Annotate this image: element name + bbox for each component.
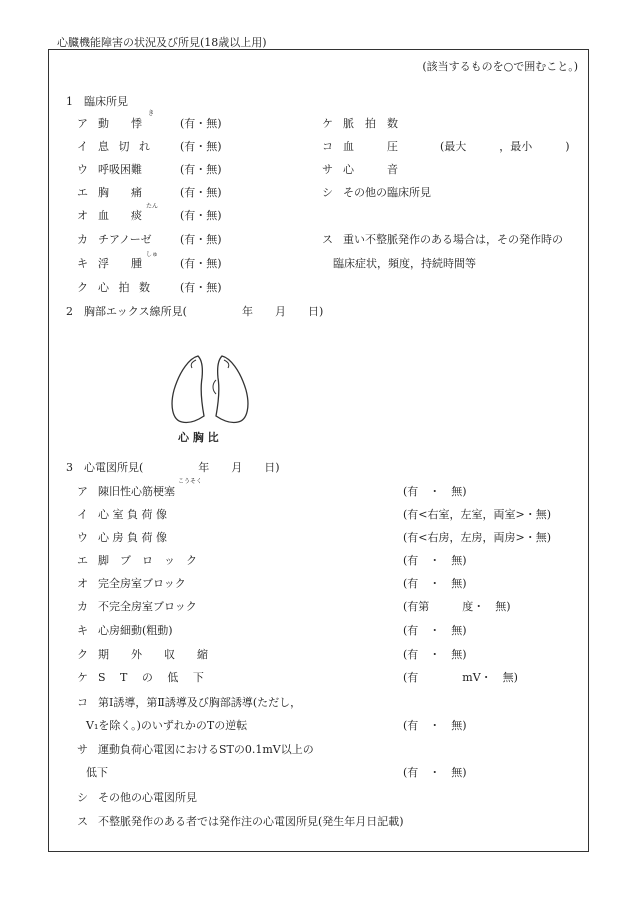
item-label: 心 室 負 荷 像 — [98, 508, 167, 521]
item-label: 不完全房室ブロック — [98, 600, 197, 613]
item-key: コ — [322, 140, 333, 153]
item-key: ケ — [322, 117, 333, 130]
item-label: 心 拍 数 — [98, 281, 153, 294]
choice-yes-no[interactable]: (有 ・ 無) — [403, 577, 467, 590]
item-key: キ — [77, 624, 88, 637]
item-label: その他の臨床所見 — [343, 186, 431, 199]
item-key: シ — [322, 186, 333, 199]
item-label: 血 痰 — [98, 209, 142, 222]
section2-heading: 2 胸部エックス線所見( 年 月 日) — [66, 305, 324, 318]
blood-pressure-field[interactable]: (最大 ，最小 ) — [440, 140, 570, 153]
item-key: オ — [77, 209, 88, 222]
item-key: カ — [77, 600, 88, 613]
choice-yes-no[interactable]: (有・無) — [180, 140, 222, 153]
cardiothoracic-ratio-label: 心 胸 比 — [178, 431, 219, 444]
ruby: こうそく — [178, 478, 203, 485]
item-label: 期 外 収 縮 — [98, 648, 208, 661]
item-label: 臨床症状，頻度，持続時間等 — [333, 257, 476, 270]
choice-yes-no[interactable]: (有 ・ 無) — [403, 554, 467, 567]
item-label: 脚 ブ ロ ッ ク — [98, 554, 197, 567]
choice-yes-no[interactable]: (有・無) — [180, 117, 222, 130]
choice-yes-no[interactable]: (有・無) — [180, 281, 222, 294]
item-key: オ — [77, 577, 88, 590]
choice-atrium[interactable]: (有<右房，左房，両房>・無) — [403, 531, 552, 544]
choice-yes-no[interactable]: (有・無) — [180, 163, 222, 176]
arrhythmia-ecg-findings: 不整脈発作のある者では発作注の心電図所見(発生年月日記載) — [98, 815, 404, 828]
choice-yes-no[interactable]: (有 ・ 無) — [403, 766, 467, 779]
item-label: 脈 拍 数 — [343, 117, 398, 130]
section3-heading: 3 心電図所見( 年 月 日) — [66, 461, 280, 474]
chest-xray-lungs-drawing — [160, 350, 260, 430]
item-key: キ — [77, 257, 88, 270]
ruby: たん — [146, 203, 159, 210]
item-key: ク — [77, 281, 88, 294]
item-label: 呼吸困難 — [98, 163, 142, 176]
item-label: 心房細動(粗動) — [98, 624, 173, 637]
item-label: 完全房室ブロック — [98, 577, 186, 590]
item-key: ケ — [77, 671, 88, 684]
item-key: カ — [77, 233, 88, 246]
item-key: イ — [77, 140, 88, 153]
item-label: チアノーゼ — [98, 233, 152, 246]
item-label: 動 悸 — [98, 117, 142, 130]
choice-yes-no[interactable]: (有 ・ 無) — [403, 624, 467, 637]
item-key: ウ — [77, 531, 88, 544]
item-key: ス — [322, 233, 333, 246]
item-key: イ — [77, 508, 88, 521]
item-key: コ — [77, 696, 88, 709]
item-key: ア — [77, 117, 88, 130]
exercise-st-line2: 低下 — [86, 766, 108, 779]
choice-yes-no[interactable]: (有 ・ 無) — [403, 485, 467, 498]
item-key: シ — [77, 791, 88, 804]
choice-yes-no[interactable]: (有・無) — [180, 233, 222, 246]
instruction-note: (該当するものを○で囲むこと。) — [422, 60, 578, 73]
item-label: 息 切 れ — [98, 140, 153, 153]
item-label: 陳旧性心筋梗塞 — [98, 485, 175, 498]
t-inversion-line2: V₁を除く。)のいずれかのTの逆転 — [86, 719, 248, 732]
ruby: しゅ — [146, 251, 159, 258]
item-key: ウ — [77, 163, 88, 176]
item-key: ア — [77, 485, 88, 498]
choice-ventricle[interactable]: (有<右室，左室，両室>・無) — [403, 508, 552, 521]
item-label: 胸 痛 — [98, 186, 142, 199]
ruby: き — [148, 110, 155, 117]
exercise-st-line1: 運動負荷心電図におけるSTの0.1mV以上の — [98, 743, 314, 756]
item-key: サ — [322, 163, 333, 176]
item-label: S T の 低 下 — [98, 671, 204, 684]
item-key: サ — [77, 743, 88, 756]
item-key: エ — [77, 186, 88, 199]
choice-st-depression[interactable]: (有 mV・ 無) — [403, 671, 518, 684]
item-label: 血 圧 — [343, 140, 398, 153]
item-label: 重い不整脈発作のある場合は，その発作時の — [343, 233, 563, 246]
section1-heading: 1 臨床所見 — [66, 95, 128, 108]
item-label: 浮 腫 — [98, 257, 142, 270]
choice-degree[interactable]: (有第 度・ 無) — [403, 600, 511, 613]
item-label: 心 房 負 荷 像 — [98, 531, 167, 544]
item-label: 心 音 — [343, 163, 398, 176]
choice-yes-no[interactable]: (有 ・ 無) — [403, 648, 467, 661]
item-key: ク — [77, 648, 88, 661]
t-inversion-line1: 第Ⅰ誘導，第Ⅱ誘導及び胸部誘導(ただし， — [98, 696, 302, 709]
choice-yes-no[interactable]: (有・無) — [180, 186, 222, 199]
choice-yes-no[interactable]: (有 ・ 無) — [403, 719, 467, 732]
choice-yes-no[interactable]: (有・無) — [180, 209, 222, 222]
choice-yes-no[interactable]: (有・無) — [180, 257, 222, 270]
item-key: ス — [77, 815, 88, 828]
item-key: エ — [77, 554, 88, 567]
form-title: 心臓機能障害の状況及び所見(18歳以上用) — [57, 36, 267, 49]
other-ecg-findings: その他の心電図所見 — [98, 791, 197, 804]
